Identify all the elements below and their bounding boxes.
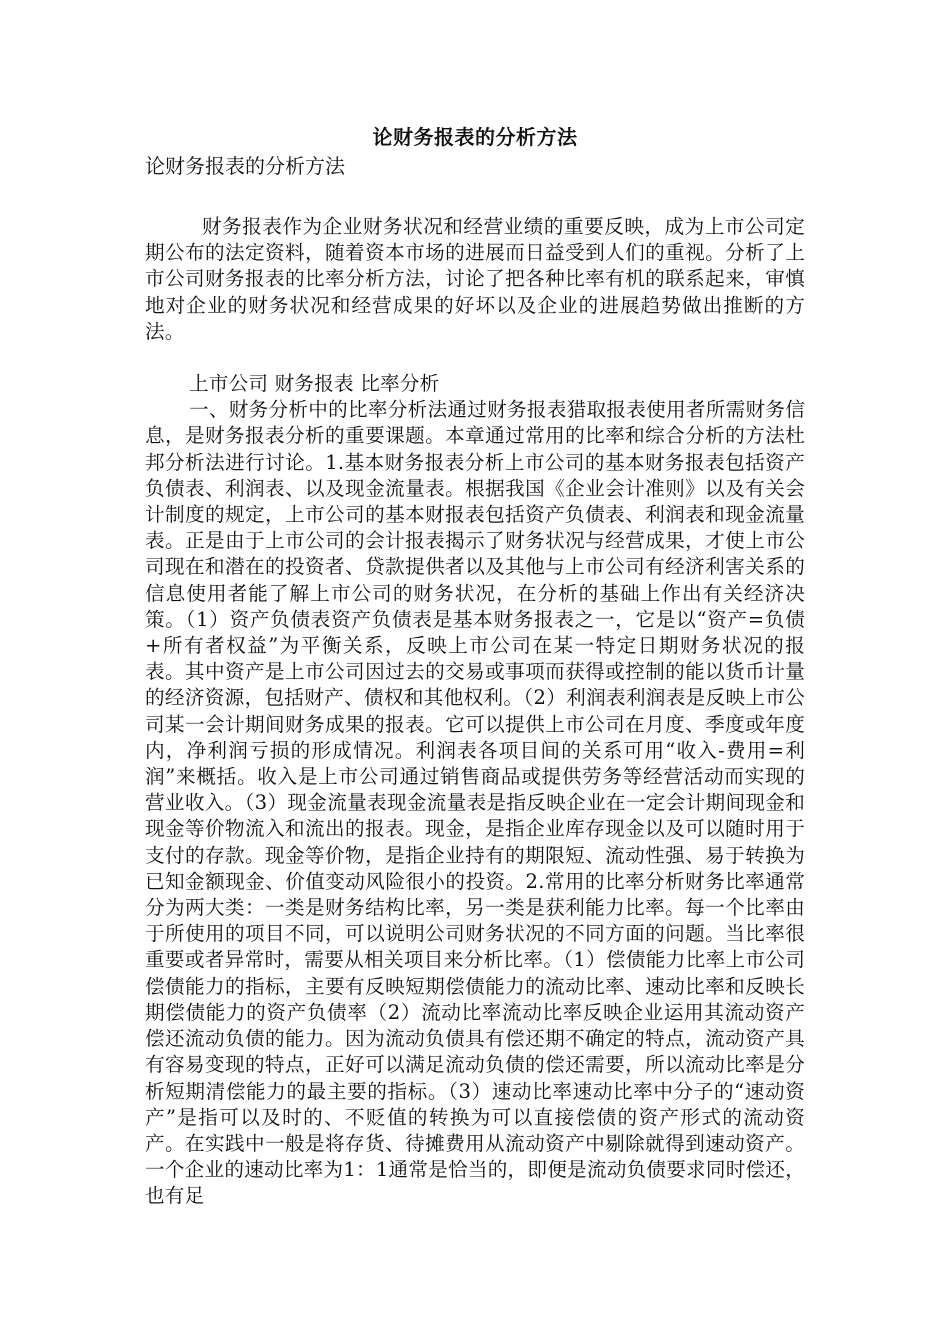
document-title: 论财务报表的分析方法 (372, 125, 578, 149)
document-subtitle: 论财务报表的分析方法 (145, 154, 345, 178)
body-paragraph: 一、财务分析中的比率分析法通过财务报表猎取报表使用者所需财务信息，是财务报表分析的重要课题。本章通过常用的比率和综合分析的方法杜邦分析法进行讨论。1.基本财务报表分析上市公司的基本财务报表包括资产负债表、利润表、以及现金流量表。根据我国《企业会计准则》以及有关会计制度的规定，上市公司的基本财报表包括资产负债表、利润表和现金流量表。正是由于上市公司的会计报表揭示了财务状况与经营成果，才使上市公司现在和潜在的投资者、贷款提供者以及其他与上市公司有经济利害关系的信息使用者能了解上市公司的财务状况，在分析的基础上作出有关经济决策。（1）资产负债表资产负债表是基本财务报表之一，它是以“资产=负债+所有者权益”为平衡关系，反映上市公司在某一特定日期财务状况的报表。其中资产是上市公司因过去的交易或事项而获得或控制的能以货币计量的经济资源，包括财产、债权和其他权利。（2）利润表利润表是反映上市公司某一会计期间财务成果的报表。它可以提供上市公司在月度、季度或年度内，净利润亏损的形成情况。利润表各项目间的关系可用“收入-费用=利润”来概括。收入是上市公司通过销售商品或提供劳务等经营活动而实现的营业收入。（3）现金流量表现金流量表是指反映企业在一定会计期间现金和现金等价物流入和流出的报表。现金，是指企业库存现金以及可以随时用于支付的存款。现金等价物，是指企业持有的期限短、流动性强、易于转换为已知金额现金、价值变动风险很小的投资。2.常用的比率分析财务比率通常分为两大类：一类是财务结构比率，另一类是获利能力比率。每一个比率由于所使用的项目不同，可以说明公司财务状况的不同方面的问题。当比率很重要或者异常时，需要从相关项目来分析比率。（1）偿债能力比率上市公司偿债能力的指标，主要有反映短期偿债能力的流动比率、速动比率和反映长期偿债能力的资产负债率（2）流动比率流动比率反映企业运用其流动资产偿还流动负债的能力。因为流动负债具有偿还期不确定的特点，流动资产具有容易变现的特点，正好可以满足流动负债的偿还需要，所以流动比率是分析短期清偿能力的最主要的指标。（3）速动比率速动比率中分子的“速动资产”是指可以及时的、不贬值的转换为可以直接偿债的资产形式的流动资产。在实践中一般是将存货、待摊费用从流动资产中剔除就得到速动资产。一个企业的速动比率为1：1通常是恰当的，即便是流动负债要求同时偿还，也有足 (145, 398, 805, 1208)
document-page (145, 122, 805, 1210)
keywords-line: 上市公司 财务报表 比率分析 (189, 372, 440, 396)
abstract-paragraph: 财务报表作为企业财务状况和经营业绩的重要反映，成为上市公司定期公布的法定资料，随着资本市场的进展而日益受到人们的重视。分析了上市公司财务报表的比率分析方法，讨论了把各种比率有机的联系起来，审慎地对企业的财务状况和经营成果的好坏以及企业的进展趋势做出推断的方法。 (145, 215, 805, 343)
